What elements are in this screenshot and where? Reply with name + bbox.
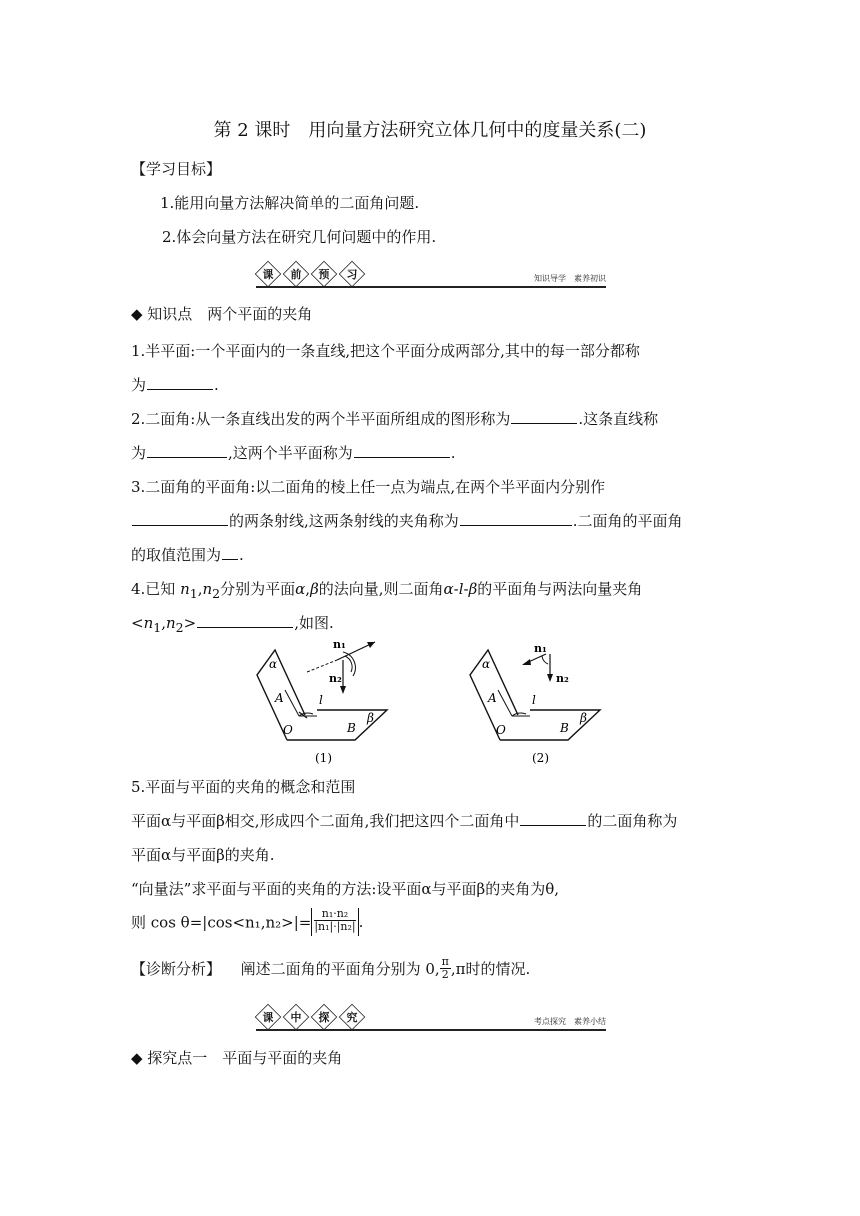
explore-banner [256,1003,606,1037]
fig2-n2: n₂ [556,672,569,685]
banner-char: 课 [255,1004,281,1030]
p1-line-b: 为 . [131,376,219,394]
diagnosis-line: 【诊断分析】 阐述二面角的平面角分别为 0, $\frac{\pi}{2}$ ,π时的情况. [131,955,531,981]
fig1-O: O [283,723,293,737]
fig1-A: A [275,691,284,705]
p1-line-a: 1.半平面:一个平面内的一条直线,把这个平面分成两部分,其中的每一部分都称 [131,342,640,360]
p3-line-b: 的两条射线,这两条射线的夹角称为 .二面角的平面角 [131,510,683,531]
banner-char: 课 [255,261,281,287]
frac-den: |n₁|·|n₂| [314,920,356,933]
p3-line-a: 3.二面角的平面角:以二面角的棱上任一点为端点,在两个半平面内分别作 [131,478,606,496]
figure-2 [468,630,618,770]
fig2-n1: n₁ [534,642,547,655]
explore-heading: ◆ 探究点一 平面与平面的夹角 [131,1049,343,1067]
fig1-B: B [347,721,356,735]
fig1-caption: (1) [315,751,332,765]
banner-char: 探 [311,1004,337,1030]
fig1-beta: β [367,711,374,725]
fig1-alpha: α [269,657,278,671]
p5-line-1: 平面α与平面β相交,形成四个二面角,我们把这四个二面角中 的二面角称为 [131,812,678,830]
banner-tag: 考点探究 素养小结 [534,1017,606,1026]
fig2-O: O [496,723,506,737]
preview-banner [256,260,606,294]
fig2-A: A [488,691,497,705]
diagnosis-label: 【诊断分析】 [131,960,222,978]
fig2-B: B [560,721,569,735]
p4-line-a: 4.已知 $n_1,n_2$分别为平面α,β的法向量,则二面角α-l-β的平面角与两法向量夹角 [131,580,643,601]
p5-line-2: 平面α与平面β的夹角. [131,846,275,864]
banner-char: 前 [283,261,309,287]
knowledge-heading: ◆ 知识点 两个平面的夹角 [131,305,313,323]
p5-line-4: 则 cos θ=|cos<n₁,n₂>|= $\frac{\text{n₁·n₂}}{\text{|n₁|·|n₂|}}$ . [131,908,363,936]
goal-item-1: 1.能用向量方法解决简单的二面角问题. [160,194,420,212]
banner-char: 预 [311,261,337,287]
p5-heading: 5.平面与平面的夹角的概念和范围 [131,778,356,796]
p5-line-3: “向量法”求平面与平面的夹角的方法:设平面α与平面β的夹角为θ, [131,880,559,898]
frac-num: n₁·n₂ [314,908,355,921]
fig2-caption: (2) [532,751,549,765]
p3-line-c: 的取值范围为 . [131,546,244,564]
fig2-alpha: α [482,657,491,671]
goals-heading: 【学习目标】 [131,160,222,178]
p4-line-b: $<n_1,n_2>$ ,如图. [131,614,334,635]
banner-char: 中 [283,1004,309,1030]
p2-line-b: 为 ,这两个半平面称为 . [131,444,456,462]
goal-item-2: 2.体会向量方法在研究几何问题中的作用. [162,228,437,246]
figure-1 [255,630,405,770]
fig1-n2: n₂ [329,672,342,685]
banner-char: 习 [339,261,365,287]
fig1-l: l [319,693,323,707]
fig2-beta: β [580,711,587,725]
page-title: 第 2 课时 用向量方法研究立体几何中的度量关系(二) [213,120,647,141]
p2-line-a: 2.二面角:从一条直线出发的两个半平面所组成的图形称为 .这条直线称 [131,410,659,428]
banner-char: 究 [339,1004,365,1030]
banner-tag: 知识导学 素养初识 [534,274,606,283]
fig1-n1: n₁ [333,638,346,651]
fig2-l: l [532,693,536,707]
